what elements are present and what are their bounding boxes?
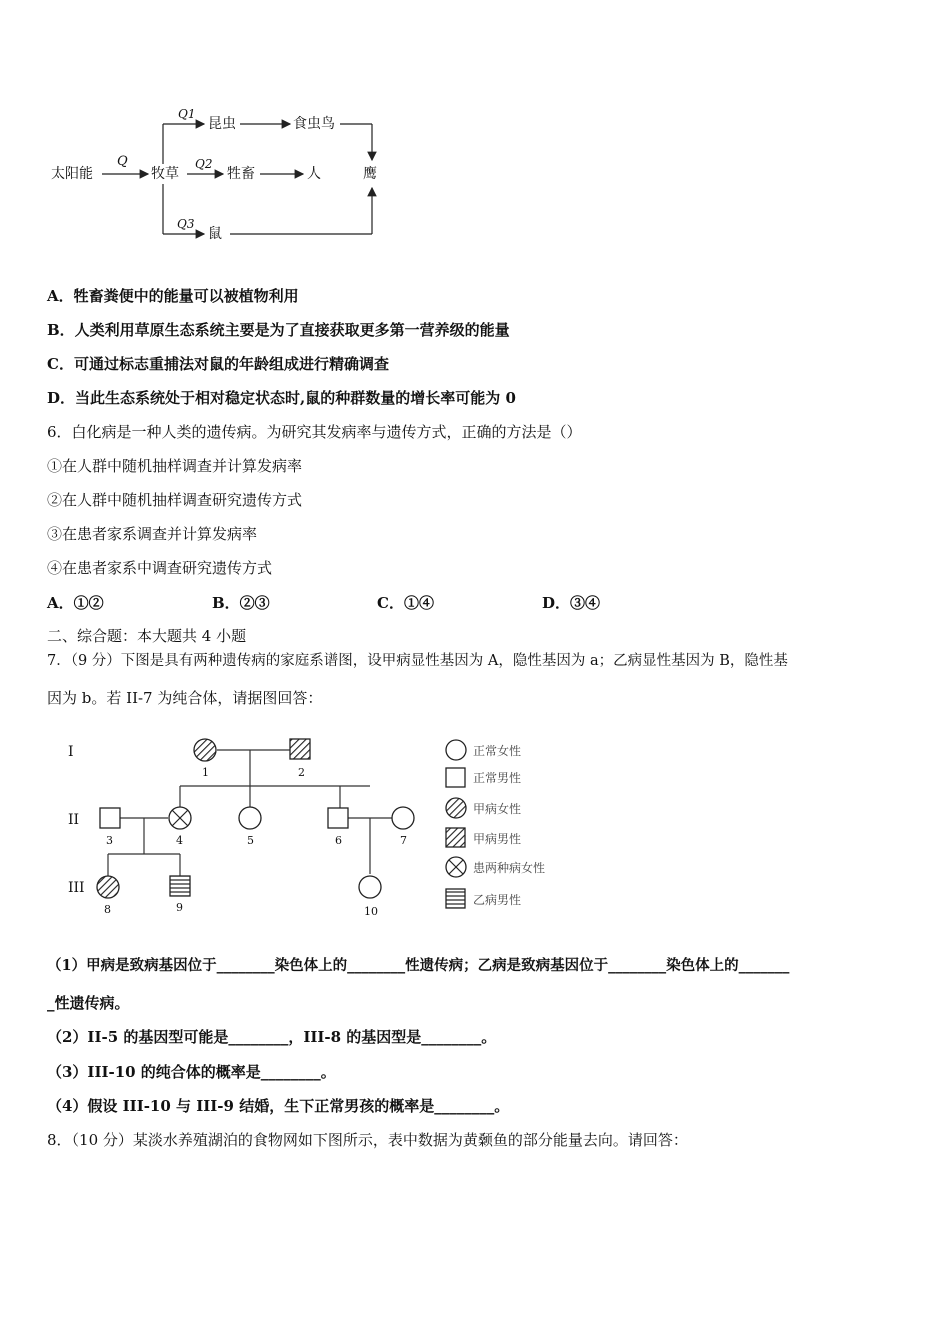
q7-stem-line2: 因为 b。若 II-7 为纯合体，请据图回答： bbox=[47, 689, 323, 707]
node-human: 人 bbox=[307, 166, 321, 182]
individual-8 bbox=[97, 876, 119, 898]
individual-9 bbox=[170, 876, 190, 896]
arrow-label-q: Q bbox=[117, 154, 128, 169]
node-bird: 食虫鸟 bbox=[293, 116, 335, 132]
individual-7 bbox=[392, 807, 414, 829]
individual-3 bbox=[100, 808, 120, 828]
q6-stem: 6．白化病是一种人类的遗传病。为研究其发病率与遗传方式，正确的方法是（） bbox=[47, 423, 582, 441]
q6-item-3: ③在患者家系调查并计算发病率 bbox=[47, 525, 258, 543]
q7-sub1-line2: _性遗传病。 bbox=[47, 994, 130, 1012]
q7-sub2: （2）II-5 的基因型可能是________，III-8 的基因型是________。 bbox=[47, 1028, 497, 1046]
id-5: 5 bbox=[247, 834, 254, 847]
id-2: 2 bbox=[298, 766, 305, 779]
q6-choice-c: C．①④ bbox=[377, 594, 434, 612]
node-sun: 太阳能 bbox=[51, 166, 93, 182]
q5-option-b: B．人类利用草原生态系统主要是为了直接获取更多第一营养级的能量 bbox=[47, 321, 510, 339]
individual-2 bbox=[290, 739, 310, 759]
q7-stem-line1: 7．（9 分）下图是具有两种遗传病的家庭系谱图，设甲病显性基因为 A，隐性基因为 a；乙病显性基因为 B，隐性基 bbox=[47, 653, 788, 669]
legend-disease-b-male: 乙病男性 bbox=[473, 893, 522, 907]
q5-option-a: A．牲畜粪便中的能量可以被植物利用 bbox=[47, 287, 299, 305]
node-mouse: 鼠 bbox=[208, 226, 222, 242]
node-livestock: 牲畜 bbox=[227, 166, 255, 182]
node-grass: 牧草 bbox=[151, 166, 179, 182]
q7-sub3: （3）III-10 的纯合体的概率是________。 bbox=[47, 1063, 336, 1081]
node-eagle: 鹰 bbox=[363, 166, 377, 182]
node-insect: 昆虫 bbox=[208, 116, 236, 132]
id-1: 1 bbox=[202, 766, 209, 779]
id-3: 3 bbox=[106, 834, 113, 847]
id-9: 9 bbox=[176, 901, 183, 914]
food-web-diagram bbox=[40, 98, 385, 258]
individual-1 bbox=[194, 739, 216, 761]
legend-normal-female: 正常女性 bbox=[473, 744, 522, 758]
q6-item-1: ①在人群中随机抽样调查并计算发病率 bbox=[47, 457, 303, 475]
legend-both-diseases-female: 患两种病女性 bbox=[473, 861, 546, 875]
legend-disease-a-male: 甲病男性 bbox=[473, 832, 522, 846]
id-4: 4 bbox=[176, 834, 183, 847]
q6-choice-d: D．③④ bbox=[542, 594, 601, 612]
individual-5 bbox=[239, 807, 261, 829]
individual-6 bbox=[328, 808, 348, 828]
q5-option-d: D．当此生态系统处于相对稳定状态时,鼠的种群数量的增长率可能为 0 bbox=[47, 389, 516, 407]
generation-label-i: I bbox=[68, 744, 74, 760]
id-7: 7 bbox=[400, 834, 407, 847]
id-6: 6 bbox=[335, 834, 342, 847]
q7-sub1-line1: （1）甲病是致病基因位于________染色体上的________性遗传病；乙病是致病基因位于________染色体上的_______ bbox=[47, 957, 790, 974]
arrow-label-q3: Q3 bbox=[177, 217, 195, 231]
id-8: 8 bbox=[104, 903, 111, 916]
generation-label-ii: II bbox=[68, 812, 80, 828]
legend-disease-a-female: 甲病女性 bbox=[473, 802, 522, 816]
arrow-label-q1: Q1 bbox=[178, 107, 196, 121]
q6-choice-b: B．②③ bbox=[212, 594, 270, 612]
pedigree-chart bbox=[60, 730, 580, 922]
section-heading: 二、综合题：本大题共 4 小题 bbox=[47, 627, 247, 645]
individual-10 bbox=[359, 876, 381, 898]
id-10: 10 bbox=[364, 905, 378, 918]
q6-item-2: ②在人群中随机抽样调查研究遗传方式 bbox=[47, 491, 303, 509]
q6-item-4: ④在患者家系中调查研究遗传方式 bbox=[47, 559, 273, 577]
q5-option-c: C．可通过标志重捕法对鼠的年龄组成进行精确调查 bbox=[47, 355, 389, 373]
q7-sub4: （4）假设 III-10 与 III-9 结婚，生下正常男孩的概率是________。 bbox=[47, 1097, 510, 1115]
q8-stem: 8．（10 分）某淡水养殖湖泊的食物网如下图所示，表中数据为黄颡鱼的部分能量去向。请回答： bbox=[47, 1131, 688, 1149]
legend-normal-male: 正常男性 bbox=[473, 771, 522, 785]
generation-label-iii: III bbox=[68, 880, 85, 896]
arrow-label-q2: Q2 bbox=[195, 157, 213, 171]
q6-choice-a: A．①② bbox=[47, 594, 104, 612]
